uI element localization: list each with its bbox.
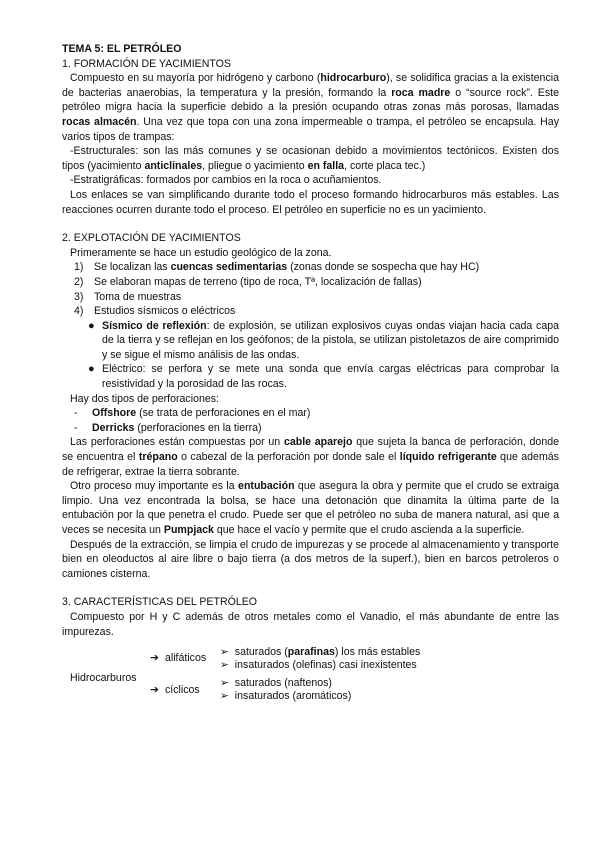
list-item: ● Eléctrico: se perfora y se mete una sonda que envía cargas eléctricas para comprobar la resistividad y la porosidad de las rocas. <box>88 363 559 391</box>
perforation-types-list <box>62 406 559 435</box>
perforation-types-intro: Hay dos tipos de perforaciones: <box>70 392 219 405</box>
triangle-bullet-icon: ➢ <box>220 677 229 690</box>
triangle-bullet-icon: ➢ <box>220 690 229 703</box>
bullet-icon: ● <box>88 363 95 376</box>
s1-paragraph-1: Compuesto en su mayoría por hidrógeno y carbono (hidrocarburo), se solidifica gracias a la existencia de bacterias anaerobias, la temperatura y la presión, formando la roca madre o “source rock”. Este petróleo migra hacia la superficie debido a la presión ocupando otras zonas más porosas, llamadas rocas almacén. Una vez que topa con una zona impermeable o trampa, el petróleo se encapsula. Hay varios tipos de trampas: <box>62 72 559 143</box>
leaf-item: ➢ saturados (parafinas) los más estables <box>220 646 421 659</box>
s2-paragraph-transport: Después de la extracción, se limpia el crudo de impurezas y se procede al almacenamiento y transporte bien en oleoductos al aire libre o bajo tierra (a dos metros de la superf.), bien en barcos petroleros o camiones cisterna. <box>62 538 559 580</box>
bullet-icon: ● <box>88 319 95 332</box>
list-item: - Offshore (se trata de perforaciones en el mar) <box>74 407 311 420</box>
doc-title: TEMA 5: EL PETRÓLEO <box>62 43 182 55</box>
triangle-bullet-icon: ➢ <box>220 646 229 659</box>
s1-paragraph-3: -Estratigráficas: formados por cambios en la roca o acuñamientos. <box>70 174 382 187</box>
section-3-heading: 3. CARACTERÍSTICAS DEL PETRÓLEO <box>62 596 258 609</box>
document-page <box>62 42 559 711</box>
s1-paragraph-4: Los enlaces se van simplificando durante todo el proceso formando hidrocarburos más estables. Las reacciones ocurren durante todo el proceso. El petróleo en superficie no es un yacimiento. <box>62 188 559 216</box>
leaf-item: ➢ insaturados (aromáticos) <box>220 690 352 703</box>
s2-paragraph-entubacion: Otro proceso muy importante es la entubación que asegura la obra y permite que el crudo se extraiga limpio. Una vez encontrada la bolsa, se hace una detonación que dinamita la última parte de la entubación por la que penetra el crudo. Puede ser que el petróleo no suba de manera natural, así que a veces se necesita un Pumpjack que hace el vacío y permite que el crudo ascienda a la superficie. <box>62 480 560 536</box>
section-1-heading: 1. FORMACIÓN DE YACIMIENTOS <box>62 57 231 70</box>
s3-paragraph-1: Compuesto por H y C además de otros metales como el Vanadio, el más abundante de entre las impurezas. <box>62 610 559 638</box>
list-item: - Derricks (perforaciones en la tierra) <box>74 421 262 434</box>
hydrocarbon-classification <box>62 645 559 711</box>
study-methods-list <box>62 319 559 392</box>
branch-ciclicos: ➔ cíclicos <box>150 684 200 697</box>
list-item: 2) Se elaboran mapas de terreno (tipo de roca, Tª, localización de fallas) <box>74 275 422 288</box>
list-item: ● Sísmico de reflexión: de explosión, se utilizan explosivos cuyas ondas viajan hacia cada capa de la tierra y se reflejan en los geófonos; de la pistola, se utilizan pistoletazos de aire comprimido y se sigue el mismo análisis de las ondas. <box>88 319 559 361</box>
section-2-heading: 2. EXPLOTACIÓN DE YACIMIENTOS <box>62 232 241 245</box>
list-item: 4) Estudios sísmicos o eléctricos <box>74 305 236 318</box>
s1-paragraph-2: -Estructurales: son las más comunes y se ocasionan debido a movimientos tectónicos. Existen dos tipos (yacimiento anticlinales, pliegue o yacimiento en falla, corte placa tec.) <box>62 145 559 172</box>
tree-root: Hidrocarburos <box>70 672 137 685</box>
leaf-item: ➢ insaturados (olefinas) casi inexistentes <box>220 659 417 672</box>
branch-alifaticos: ➔ alifáticos <box>150 652 207 665</box>
study-steps-list <box>62 260 559 318</box>
triangle-bullet-icon: ➢ <box>220 659 229 672</box>
list-item: 3) Toma de muestras <box>74 290 182 303</box>
arrow-right-icon: ➔ <box>150 684 159 697</box>
list-item: 1) Se localizan las cuencas sedimentarias (zonas donde se sospecha que hay HC) <box>74 261 480 274</box>
leaf-item: ➢ saturados (naftenos) <box>220 677 332 690</box>
s2-paragraph-perforations: Las perforaciones están compuestas por un cable aparejo que sujeta la banca de perforación, donde se encuentra el trépano o cabezal de la perforación por donde sale el líquido refrigerante que además de refrigerar, extrae la tierra sobrante. <box>62 436 559 478</box>
arrow-right-icon: ➔ <box>150 652 159 665</box>
s2-intro: Primeramente se hace un estudio geológico de la zona. <box>70 246 332 259</box>
